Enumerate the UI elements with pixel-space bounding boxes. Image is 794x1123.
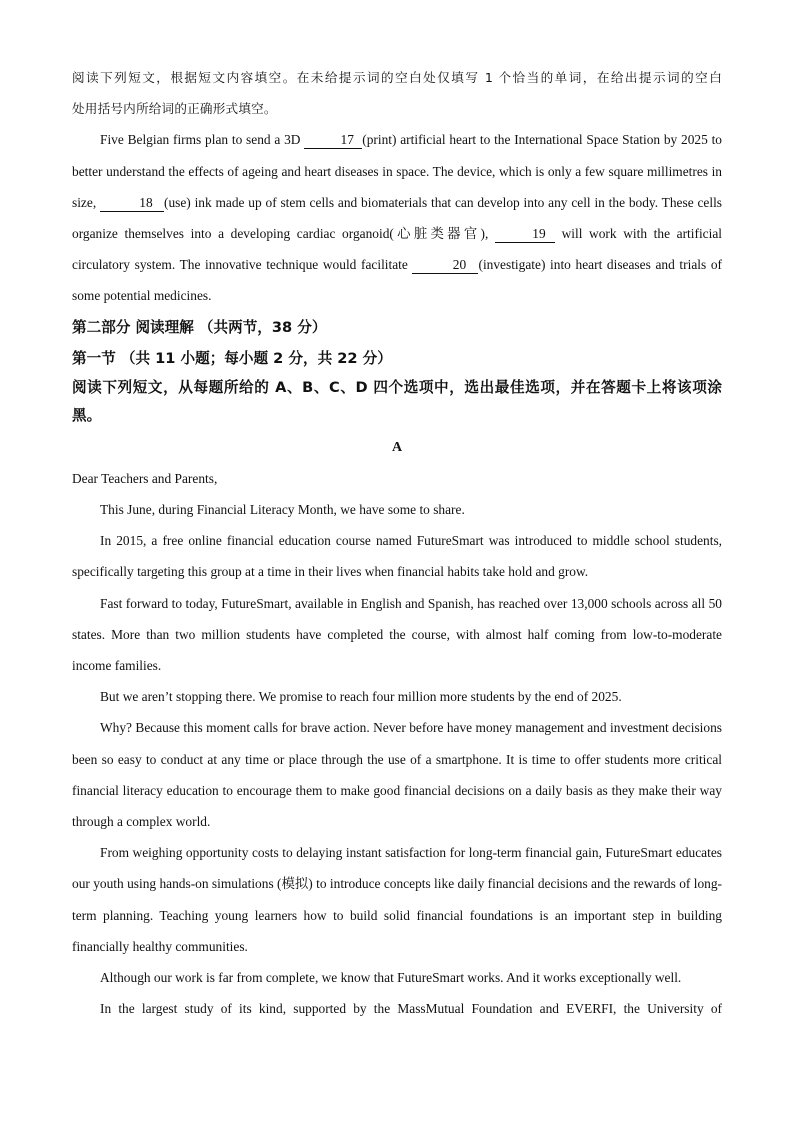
passage-paragraph: In 2015, a free online financial education course named FutureSmart was introduced to middle school students, specifically targeting this group at a time in their lives when financial habits take hold and grow. <box>72 533 722 580</box>
cloze-text: (investigate) into heart diseases and trials of some potential medicines. <box>72 257 722 304</box>
passage-heading: A <box>391 439 403 455</box>
blank-17[interactable]: 17 <box>304 132 362 149</box>
instruction-line-1: 阅读下列短文，根据短文内容填空。在未给提示词的空白处仅填写 1 个恰当的单词，在给出提示词的空白 <box>72 70 722 85</box>
cloze-instructions <box>72 62 722 93</box>
cloze-text: (use) ink made up of stem cells and biomaterials that can develop into any cell in the body. These cells organize themselves into a developing cardiac organoid(心脏类器官), <box>72 194 722 242</box>
reading-instruction: 阅读下列短文，从每题所给的 A、B、C、D 四个选项中，选出最佳选项，并在答题卡上将该项涂黑。 <box>72 378 722 424</box>
cloze-text: Five Belgian firms plan to send a 3D <box>100 132 305 148</box>
cloze-text: will work with the artificial circulatory system. The innovative technique would facilitate <box>72 226 722 273</box>
passage-paragraph: This June, during Financial Literacy Month, we have some to share. <box>100 502 465 518</box>
cloze-paragraph <box>72 124 722 311</box>
instruction-line-2: 处用括号内所给词的正确形式填空。 <box>72 101 277 117</box>
passage-paragraph: Fast forward to today, FutureSmart, available in English and Spanish, has reached over 13,000 schools across all 50 states. More than two million students have completed the course, with almost half coming from low-to-moderate income families. <box>72 595 722 674</box>
blank-20[interactable]: 20 <box>412 257 478 274</box>
passage-paragraph: Although our work is far from complete, we know that FutureSmart works. And it works exceptionally well. <box>100 970 682 986</box>
passage-paragraph: Why? Because this moment calls for brave action. Never before have money management and investment decisions been so easy to conduct at any time or place through the use of a smartphone. It is time to offer students more critical financial literacy education to encourage them to make good financial decisions on a daily basis as they make their way through a complex world. <box>72 720 722 830</box>
passage-paragraph: In the largest study of its kind, supported by the MassMutual Foundation and EVERFI, the University of <box>100 1001 722 1017</box>
cloze-instructions-cont <box>72 93 722 124</box>
letter-greeting: Dear Teachers and Parents, <box>72 470 218 486</box>
passage-paragraph: From weighing opportunity costs to delaying instant satisfaction for long-term financial gain, FutureSmart educates our youth using hands-on simulations (模拟) to introduce concepts like daily financial decisions and the rewards of long-term planning. Teaching young learners how to build solid financial foundations is an important step in building financially healthy communities. <box>72 845 722 954</box>
blank-19[interactable]: 19 <box>495 226 555 243</box>
blank-18[interactable]: 18 <box>100 195 164 212</box>
passage-paragraph: But we aren’t stopping there. We promise to reach four million more students by the end of 2025. <box>100 689 622 705</box>
cloze-text: (print) artificial heart to the International Space Station by 2025 to better understand the effects of ageing and heart diseases in space. The device, which is only a few square millimetres in size, <box>72 132 722 210</box>
part2-title: 第二部分 阅读理解 （共两节，38 分） <box>72 318 327 336</box>
document-page <box>72 62 722 1024</box>
passage-body <box>72 494 722 1024</box>
section1-title: 第一节 （共 11 小题；每小题 2 分，共 22 分） <box>72 349 392 367</box>
